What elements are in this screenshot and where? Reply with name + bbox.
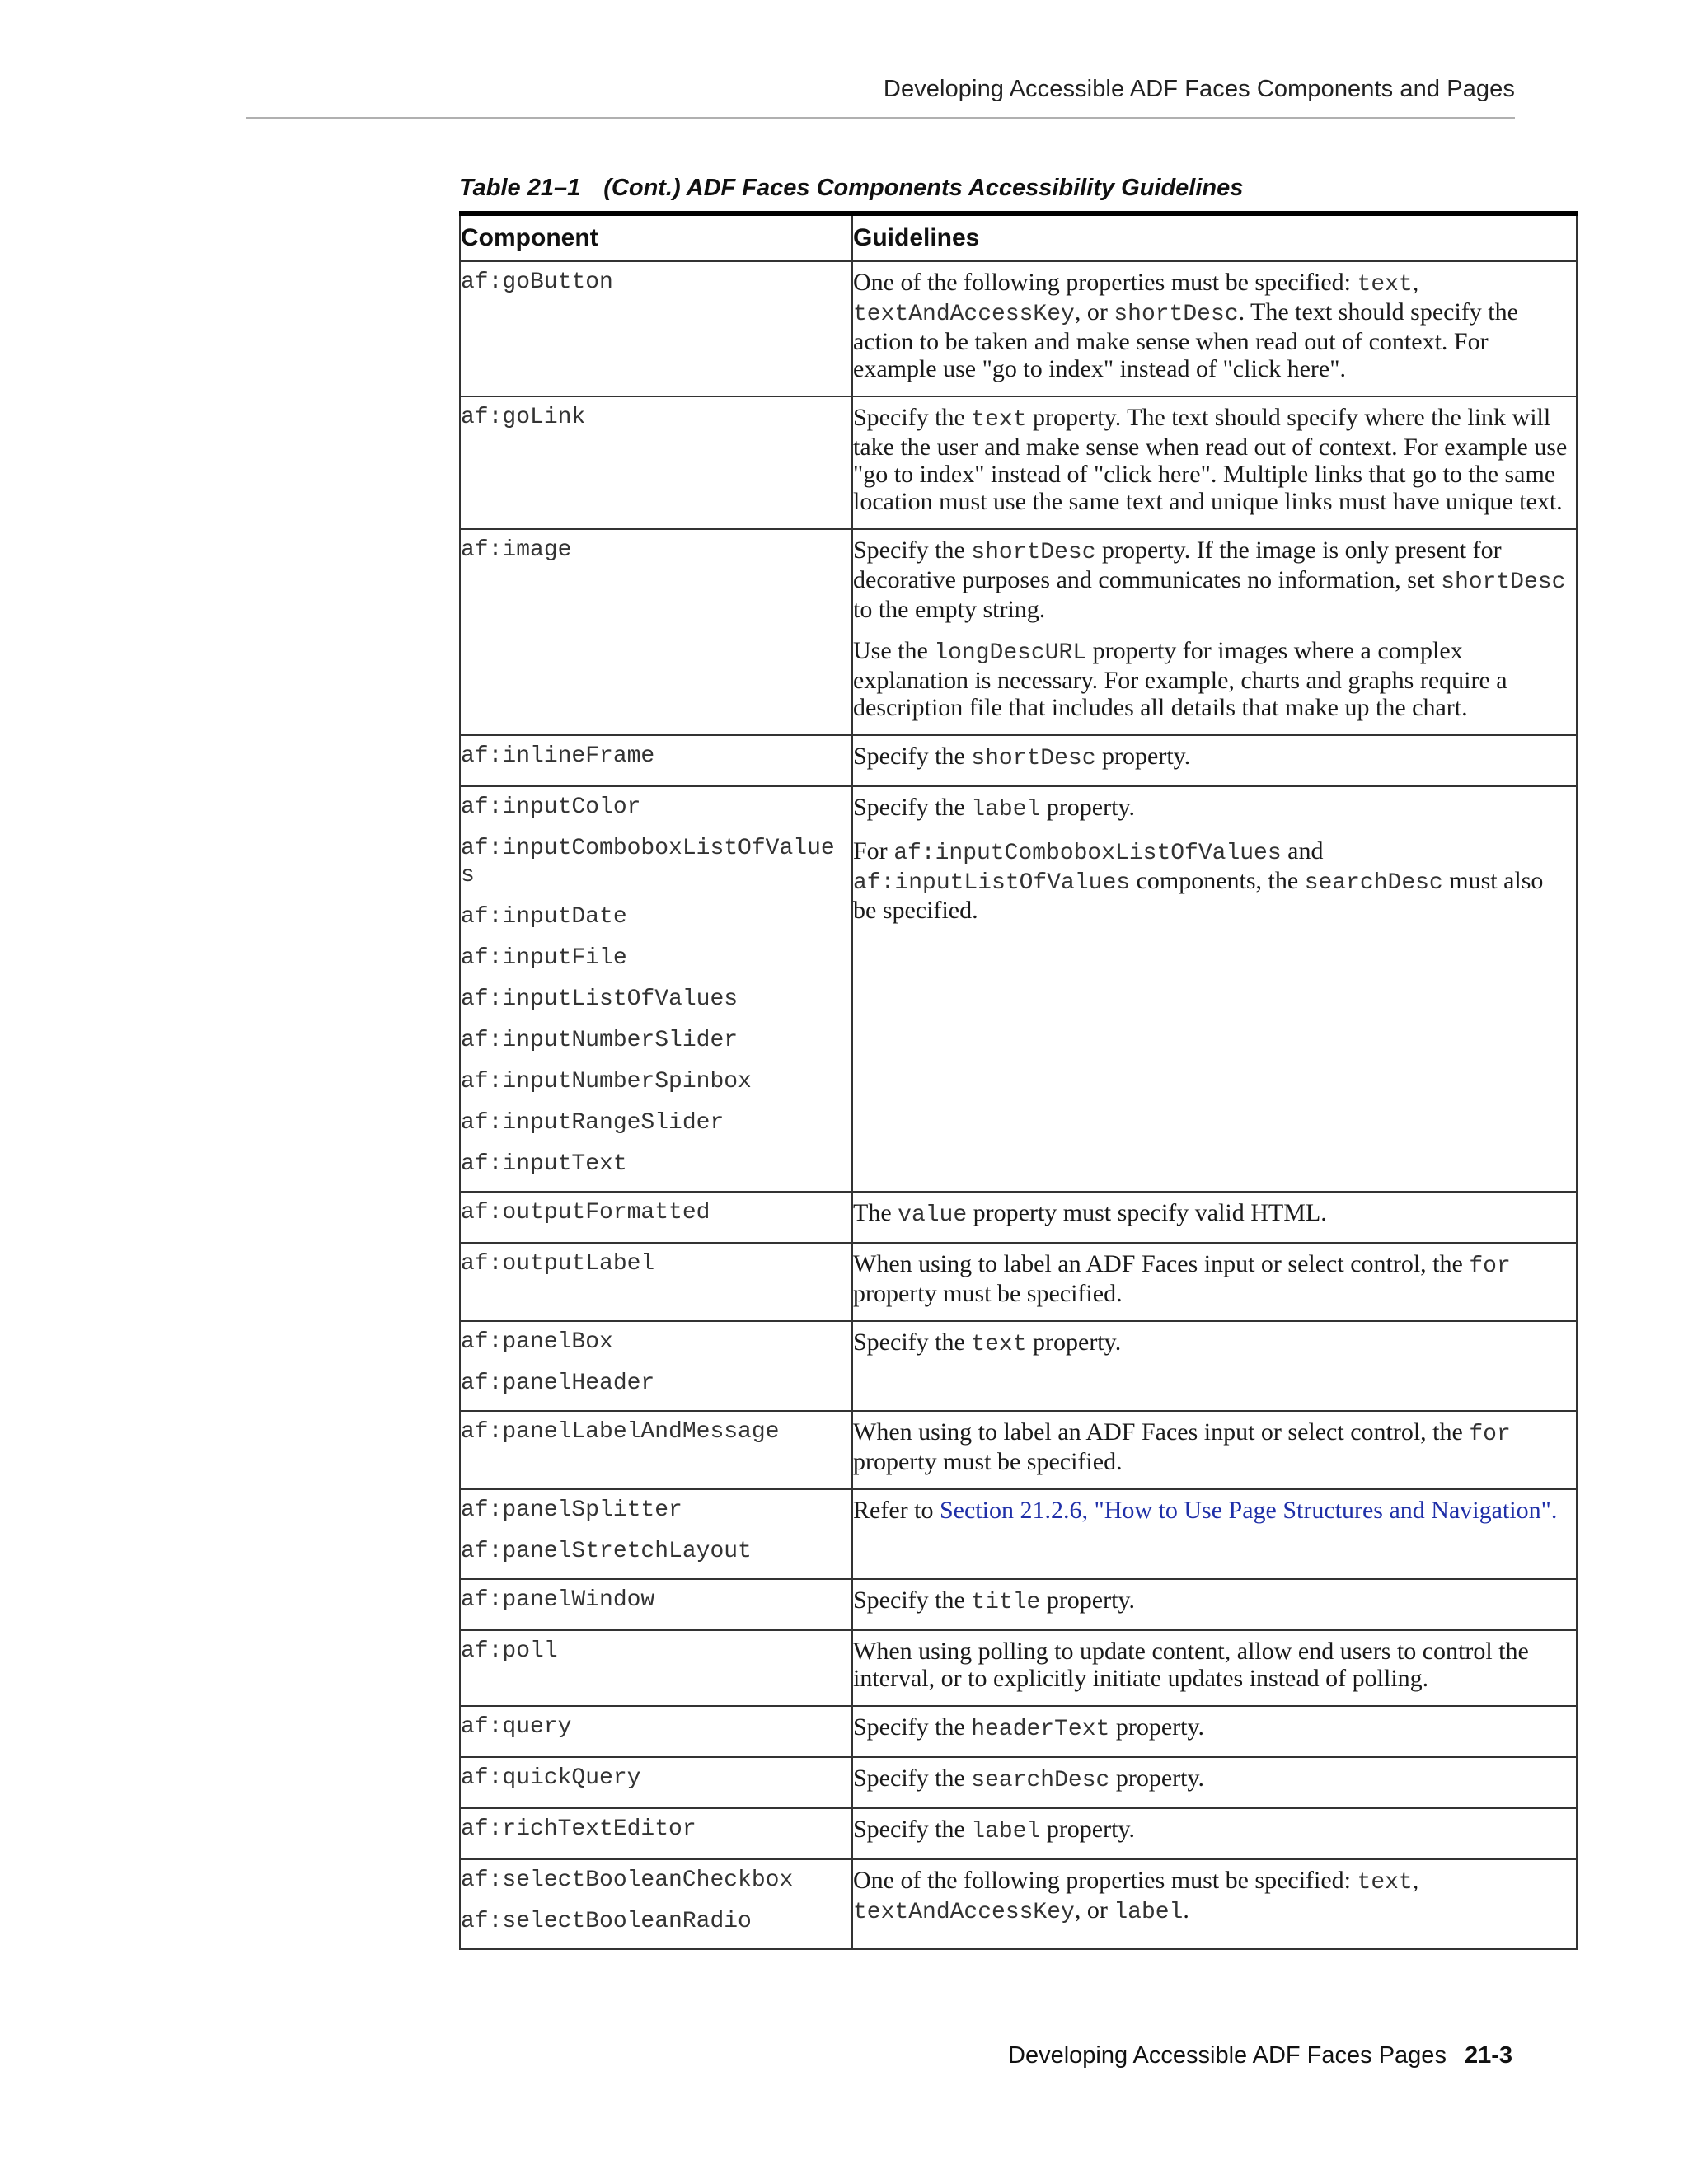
guideline-text: and (1281, 837, 1324, 865)
property-code: text (1357, 272, 1413, 298)
component-cell (460, 1808, 852, 1859)
cross-reference-link[interactable]: Section 21.2.6, "How to Use Page Structures and Navigation". (939, 1497, 1558, 1524)
guideline-text: Specify the (853, 1713, 972, 1741)
guideline-cell (852, 1757, 1577, 1808)
guideline-text: property. The text should specify where the link will take the user and make sense when read out of context. For example use "go to index" instead of "click here". Multiple links that go to the same location must use the same text and unique links must have unique text. (853, 404, 1568, 515)
component-name: af:inputRangeSlider (461, 1110, 724, 1136)
guideline-text: Specify the (853, 1765, 972, 1792)
guideline-cell (852, 786, 1577, 1192)
property-code: textAndAccessKey (853, 302, 1075, 327)
guideline-paragraph (853, 537, 1573, 623)
guideline-text: Specify the (853, 404, 972, 431)
guideline-cell (852, 1489, 1577, 1579)
guideline-text: Specify the (853, 743, 972, 770)
guideline-paragraph (853, 404, 1573, 515)
property-code: af:inputListOfValues (853, 870, 1131, 896)
guideline-paragraph (853, 1586, 1573, 1616)
property-code: shortDesc (971, 746, 1096, 771)
guideline-text: When using to label an ADF Faces input or select control, the (853, 1250, 1470, 1277)
header-title: Developing Accessible ADF Faces Components and Pages (883, 76, 1515, 102)
table-row (460, 396, 1577, 529)
property-code: for (1469, 1422, 1511, 1447)
component-name: af:panelStretchLayout (461, 1539, 752, 1564)
component-cell (460, 1579, 852, 1630)
guideline-text: One of the following properties must be specified: (853, 1867, 1357, 1894)
guideline-cell (852, 1630, 1577, 1706)
component-name: af:inputColor (461, 794, 641, 820)
component-name: af:inputComboboxListOfValues (461, 836, 835, 888)
component-name: af:inputDate (461, 904, 627, 930)
component-name: af:goLink (461, 405, 586, 430)
component-cell (460, 1630, 852, 1706)
property-code: searchDesc (1304, 870, 1443, 896)
guideline-text: , (1412, 1867, 1419, 1894)
component-name: af:panelHeader (461, 1371, 655, 1396)
component-name: af:selectBooleanCheckbox (461, 1868, 794, 1893)
guideline-paragraph (853, 1713, 1573, 1743)
property-code: value (898, 1202, 968, 1228)
guideline-paragraph (853, 837, 1573, 924)
property-code: textAndAccessKey (853, 1900, 1075, 1925)
table-row (460, 786, 1577, 1192)
component-name: af:outputFormatted (461, 1200, 710, 1226)
guideline-paragraph (853, 1329, 1573, 1358)
component-name: af:inputText (461, 1151, 627, 1177)
table-row (460, 1243, 1577, 1321)
guideline-paragraph (853, 269, 1573, 382)
component-name: af:quickQuery (461, 1765, 641, 1791)
table-row (460, 1411, 1577, 1489)
column-header-guidelines: Guidelines (852, 213, 1577, 261)
running-header (246, 73, 1515, 119)
component-cell (460, 1757, 852, 1808)
table-body (460, 261, 1577, 1949)
guideline-paragraph (853, 1418, 1573, 1475)
table-row (460, 1489, 1577, 1579)
table-row (460, 1808, 1577, 1859)
guideline-text: must also be specified. (853, 867, 1544, 924)
property-code: label (971, 1819, 1041, 1844)
component-cell (460, 1243, 852, 1321)
property-code: longDescURL (934, 640, 1087, 666)
guideline-cell (852, 1411, 1577, 1489)
guideline-text: property. (1109, 1713, 1205, 1741)
component-cell (460, 1192, 852, 1243)
guideline-text: Specify the (853, 1816, 972, 1843)
component-cell (460, 261, 852, 396)
guideline-text: property must specify valid HTML. (967, 1199, 1327, 1226)
guideline-paragraph (853, 1638, 1573, 1692)
guideline-cell (852, 1808, 1577, 1859)
guideline-text: Specify the (853, 794, 972, 821)
component-cell (460, 1321, 852, 1411)
component-cell (460, 529, 852, 735)
table-row (460, 1630, 1577, 1706)
guideline-cell (852, 396, 1577, 529)
component-name: af:image (461, 537, 572, 563)
table-header-row (460, 213, 1577, 261)
guideline-cell (852, 1192, 1577, 1243)
guideline-text: The (853, 1199, 898, 1226)
guideline-text: When using polling to update content, allow end users to control the interval, or to explicitly initiate updates instead of polling. (853, 1638, 1529, 1692)
property-code: shortDesc (1114, 302, 1239, 327)
guideline-text: property must be specified. (853, 1280, 1123, 1307)
property-code: text (971, 407, 1027, 433)
component-cell (460, 735, 852, 786)
guideline-text: property. (1040, 794, 1135, 821)
guideline-text: When using to label an ADF Faces input or select control, the (853, 1418, 1470, 1446)
guideline-text: For (853, 837, 894, 865)
guideline-text: , or (1074, 298, 1114, 326)
component-name: af:panelWindow (461, 1587, 655, 1613)
table-row (460, 261, 1577, 396)
property-code: title (971, 1590, 1041, 1615)
component-cell (460, 1411, 852, 1489)
guideline-paragraph (853, 1816, 1573, 1845)
table-row (460, 1579, 1577, 1630)
guideline-text: property. (1040, 1586, 1135, 1614)
guideline-text: property must be specified. (853, 1448, 1123, 1475)
guideline-text: Specify the (853, 1329, 972, 1356)
component-name: af:selectBooleanRadio (461, 1909, 752, 1934)
component-name: af:inputNumberSpinbox (461, 1069, 752, 1094)
component-name: af:panelSplitter (461, 1497, 682, 1523)
guideline-text: Specify the (853, 1586, 972, 1614)
footer-title: Developing Accessible ADF Faces Pages (1008, 2042, 1447, 2069)
guideline-cell (852, 735, 1577, 786)
property-code: shortDesc (971, 540, 1096, 565)
page-number: 21-3 (1464, 2042, 1512, 2069)
guideline-paragraph (853, 637, 1573, 721)
property-code: text (1357, 1870, 1413, 1896)
guideline-text: property. (1109, 1765, 1205, 1792)
component-name: af:inputNumberSlider (461, 1028, 738, 1053)
guideline-text: One of the following properties must be specified: (853, 269, 1357, 296)
guideline-cell (852, 529, 1577, 735)
component-cell (460, 1489, 852, 1579)
guideline-text: components, the (1130, 867, 1305, 894)
guideline-paragraph (853, 1765, 1573, 1794)
guideline-text: to the empty string. (853, 596, 1046, 623)
property-code: label (1114, 1900, 1184, 1925)
component-cell (460, 1859, 852, 1949)
table-number: Table 21–1 (459, 175, 581, 201)
table-row (460, 529, 1577, 735)
table-caption (459, 175, 1243, 202)
guideline-text: property. If the image is only present for decorative purposes and communicates no information, set (853, 537, 1502, 593)
component-cell (460, 1706, 852, 1757)
property-code: label (971, 797, 1041, 823)
table-row (460, 1706, 1577, 1757)
guideline-paragraph (853, 1867, 1573, 1926)
component-cell (460, 396, 852, 529)
guideline-paragraph (853, 1199, 1573, 1229)
component-name: af:goButton (461, 269, 613, 295)
table-row (460, 1192, 1577, 1243)
table-row (460, 1859, 1577, 1949)
property-code: searchDesc (971, 1768, 1110, 1793)
guideline-cell (852, 1321, 1577, 1411)
guideline-cell (852, 1859, 1577, 1949)
property-code: af:inputComboboxListOfValues (893, 841, 1282, 866)
property-code: shortDesc (1441, 569, 1566, 595)
component-name: af:query (461, 1714, 572, 1740)
component-name: af:poll (461, 1638, 558, 1664)
guideline-text: , (1412, 269, 1419, 296)
guideline-cell (852, 261, 1577, 396)
guideline-cell (852, 1706, 1577, 1757)
guideline-text: property. (1095, 743, 1191, 770)
component-name: af:richTextEditor (461, 1816, 696, 1842)
guideline-text: property. (1040, 1816, 1135, 1843)
guideline-paragraph (853, 1250, 1573, 1307)
guideline-text: Refer to (853, 1497, 940, 1524)
table-row (460, 1321, 1577, 1411)
guideline-cell (852, 1243, 1577, 1321)
table-row (460, 735, 1577, 786)
property-code: for (1469, 1254, 1511, 1279)
component-name: af:outputLabel (461, 1251, 655, 1277)
guideline-text: property for images where a complex explanation is necessary. For example, charts and graphs require a description file that includes all details that make up the chart. (853, 637, 1507, 721)
guideline-text: Use the (853, 637, 935, 664)
component-name: af:inputFile (461, 945, 627, 971)
table-title: (Cont.) ADF Faces Components Accessibility Guidelines (603, 175, 1244, 201)
component-name: af:inlineFrame (461, 743, 655, 769)
running-footer (1008, 2042, 1512, 2069)
component-name: af:panelBox (461, 1329, 613, 1355)
component-name: af:panelLabelAndMessage (461, 1419, 780, 1445)
guideline-paragraph (853, 1497, 1573, 1524)
guideline-text: . The text should specify the action to be taken and make sense when read out of context. For example use "go to index" instead of "click here". (853, 298, 1518, 382)
guideline-text: , or (1074, 1896, 1114, 1924)
component-cell (460, 786, 852, 1192)
guideline-paragraph (853, 794, 1573, 823)
guideline-paragraph (853, 743, 1573, 772)
column-header-component: Component (460, 213, 852, 261)
table-row (460, 1757, 1577, 1808)
guideline-text: . (1183, 1896, 1189, 1924)
property-code: headerText (971, 1717, 1110, 1742)
guideline-cell (852, 1579, 1577, 1630)
accessibility-guidelines-table (459, 211, 1578, 1950)
guideline-text: property. (1026, 1329, 1122, 1356)
property-code: text (971, 1332, 1027, 1357)
component-name: af:inputListOfValues (461, 987, 738, 1012)
guideline-text: Specify the (853, 537, 972, 564)
